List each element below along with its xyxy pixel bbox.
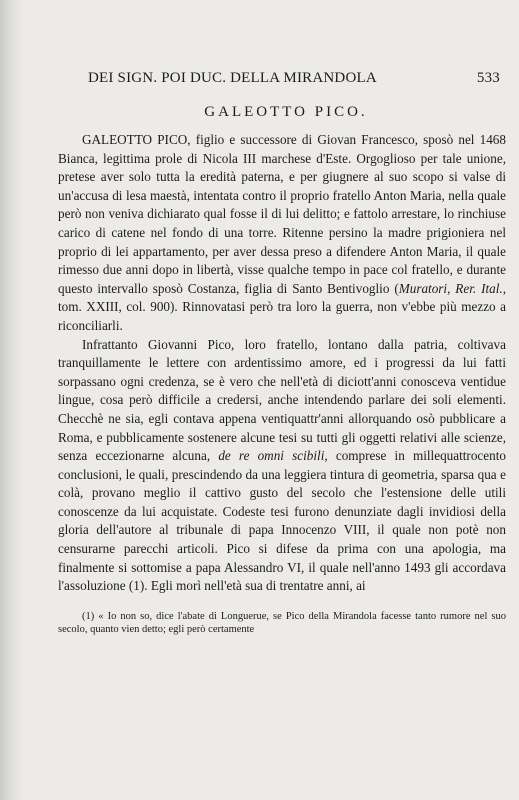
page-gutter-shadow [0,0,22,800]
paragraph-1 [58,131,506,336]
paragraph-1-citation: Muratori, Rer. Ital. [398,280,503,296]
paragraph-2-text: Infrattanto Giovanni Pico, loro fratello, lontano dalla patria, coltivava tranquillamente le lettere con ardentissimo amore, ed i progressi da lui fatti sorpassano ogni credenza, se è vero che nell'età di diciott'anni conosceva ventidue lingue, cosa però difficile a credersi, anche intendendo parlare dei soli elementi. Checchè ne sia, egli contava appena ventiquattr'anni allorquando osò pubblicare a Roma, e pubblicamente sostenere alcune tesi su tutti gli oggetti relativi alle scienze, senza eccezionarne alcuna, [58,336,506,464]
paragraph-1-text: GALEOTTO PICO, figlio e successore di Giovan Francesco, sposò nel 1468 Bianca, legittima prole di Nicola III marchese d'Este. Orgoglioso per tale unione, pretese aver solo tutta la eredità paterna, e per giugnere al suo scopo si valse di un'accusa di lesa maestà, intentata contro il proprio fratello Anton Maria, nella quale però non veniva dichiarato qual fosse il di lui delitto; e fattolo arrestare, lo rinchiuse carico di catene nel fondo di una torre. Ritenne persino la madre prigioniera nel proprio di lei appartamento, per aver dessa preso a difendere Anton Maria, il quale rimesso due anni dopo in libertà, visse qualche tempo in pace col fratello, e durante questo intervallo sposò Costanza, figlia di Santo Bentivoglio ( [58,132,506,296]
running-head [58,66,506,88]
running-head-title: DEI SIGN. POI DUC. DELLA MIRANDOLA [88,70,377,86]
paragraph-2-tail: comprese in millequattrocento conclusioni, le quali, prescindendo da una leggiera tintura di geometria, sparsa qua e colà, provano meglio il cattivo gusto del secolo che l'estensione delle utili conoscenze da lui acquistate. Codeste tesi furono denunziate dagli invidiosi della gloria dell'autore al tribunale di papa Innocenzo VIII, il quale non potè non censurarne parecchi articoli. Pico si difese da prima con una apologia, ma finalmente si sottomise a papa Alessandro VI, il quale nell'anno 1493 gli accordava l'assoluzione (1). Egli morì nell'età sua di trentatre anni, ai [58,448,506,594]
paragraph-2-latin-phrase: de re omni scibili, [218,448,328,464]
footnote-text: (1) « Io non so, dice l'abate di Longuerue, se Pico della Mirandola facesse tanto rumore nel suo secolo, quanto vien detto; egli però certamente [58,610,506,635]
page-content [58,66,506,636]
paragraph-2 [58,336,506,596]
page-number: 533 [476,70,500,86]
section-title: GALEOTTO PICO. [204,104,368,120]
body-text [58,131,506,596]
paragraph-1-tail: , tom. XXIII, col. 900). Rinnovatasi però tra loro la guerra, non v'ebbe più mezzo a riconciliarli. [58,280,506,333]
footnote [58,610,506,636]
